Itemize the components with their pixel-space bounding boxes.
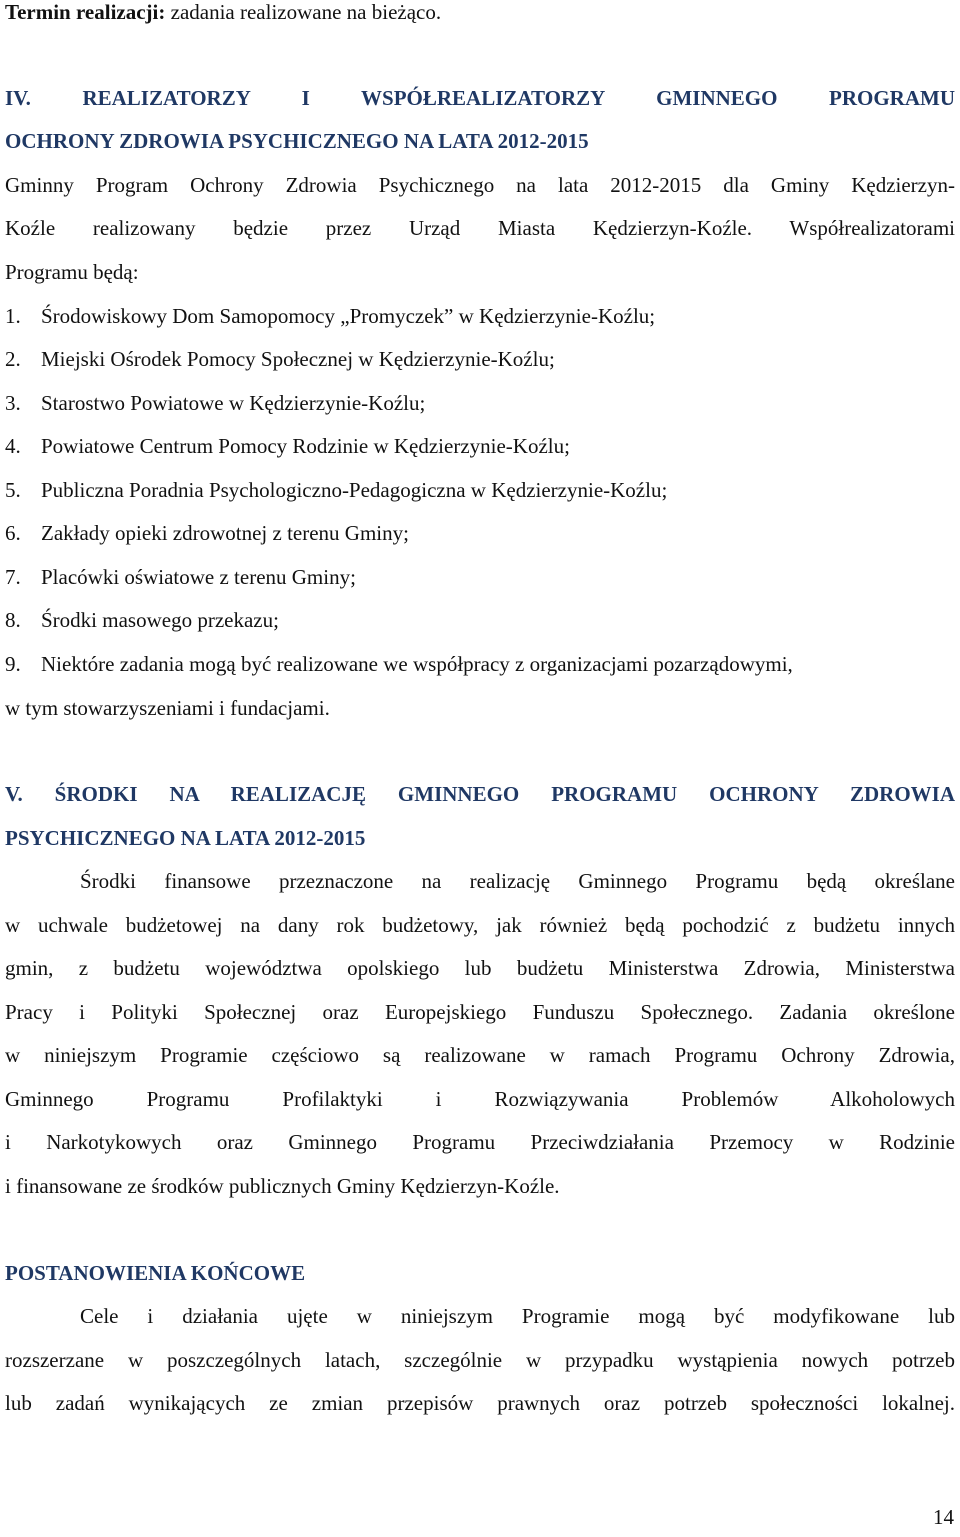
page-number: 14 <box>933 1505 954 1529</box>
final-para-line: rozszerzane w poszczególnych latach, szczególnie w przypadku wystąpienia nowych potrzeb <box>5 1348 955 1372</box>
section-iv-para-line: Koźle realizowany będzie przez Urząd Miasta Kędzierzyn-Koźle. Współrealizatorami <box>5 216 955 240</box>
list-item: 1. Środowiskowy Dom Samopomocy „Promyczek” w Kędzierzynie-Koźlu; <box>5 304 656 328</box>
final-heading: POSTANOWIENIA KOŃCOWE <box>5 1261 306 1285</box>
list-item: 2. Miejski Ośrodek Pomocy Społecznej w Kędzierzynie-Koźlu; <box>5 347 555 371</box>
section-v-para-line: w niniejszym Programie częściowo są realizowane w ramach Programu Ochrony Zdrowia, <box>5 1043 955 1067</box>
list-item: 8. Środki masowego przekazu; <box>5 608 279 632</box>
list-item: 7. Placówki oświatowe z terenu Gminy; <box>5 565 356 589</box>
section-v-heading-line2: PSYCHICZNEGO NA LATA 2012-2015 <box>5 826 366 850</box>
section-v-heading-line1: V. ŚRODKI NA REALIZACJĘ GMINNEGO PROGRAMU OCHRONY ZDROWIA <box>5 782 955 806</box>
section-v-para-line: i finansowane ze środków publicznych Gminy Kędzierzyn-Koźle. <box>5 1174 560 1198</box>
section-v-para-line: Gminnego Programu Profilaktyki i Rozwiązywania Problemów Alkoholowych <box>5 1087 955 1111</box>
section-iv-heading-line1: IV. REALIZATORZY I WSPÓŁREALIZATORZY GMINNEGO PROGRAMU <box>5 86 955 110</box>
section-v-para-line: gmin, z budżetu województwa opolskiego lub budżetu Ministerstwa Zdrowia, Ministerstwa <box>5 956 955 980</box>
section-v-para-line: w uchwale budżetowej na dany rok budżetowy, jak również będą pochodzić z budżetu innych <box>5 913 955 937</box>
termin-line <box>5 0 955 24</box>
list-item-continuation: w tym stowarzyszeniami i fundacjami. <box>5 696 330 720</box>
section-v-para-line: i Narkotykowych oraz Gminnego Programu Przeciwdziałania Przemocy w Rodzinie <box>5 1130 955 1154</box>
list-item: 5. Publiczna Poradnia Psychologiczno-Pedagogiczna w Kędzierzynie-Koźlu; <box>5 478 668 502</box>
section-v-para-line: Pracy i Polityki Społecznej oraz Europejskiego Funduszu Społecznego. Zadania określone <box>5 1000 955 1024</box>
list-item: 9. Niektóre zadania mogą być realizowane we współpracy z organizacjami pozarządowymi, <box>5 652 793 676</box>
final-para-line: lub zadań wynikających ze zmian przepisów prawnych oraz potrzeb społeczności lokalnej. <box>5 1391 955 1415</box>
list-item: 4. Powiatowe Centrum Pomocy Rodzinie w Kędzierzynie-Koźlu; <box>5 434 570 458</box>
termin-text: zadania realizowane na bieżąco. <box>165 0 442 24</box>
list-item: 3. Starostwo Powiatowe w Kędzierzynie-Koźlu; <box>5 391 426 415</box>
section-v-para-line: Środki finansowe przeznaczone na realizację Gminnego Programu będą określane <box>80 869 955 893</box>
termin-label: Termin realizacji: <box>5 0 166 24</box>
final-para-line: Cele i działania ujęte w niniejszym Programie mogą być modyfikowane lub <box>80 1304 955 1328</box>
section-iv-heading-line2: OCHRONY ZDROWIA PSYCHICZNEGO NA LATA 2012-2015 <box>5 129 589 153</box>
list-item: 6. Zakłady opieki zdrowotnej z terenu Gminy; <box>5 521 409 545</box>
section-iv-para-line: Gminny Program Ochrony Zdrowia Psychicznego na lata 2012-2015 dla Gminy Kędzierzyn- <box>5 173 955 197</box>
section-iv-para-line: Programu będą: <box>5 260 139 284</box>
